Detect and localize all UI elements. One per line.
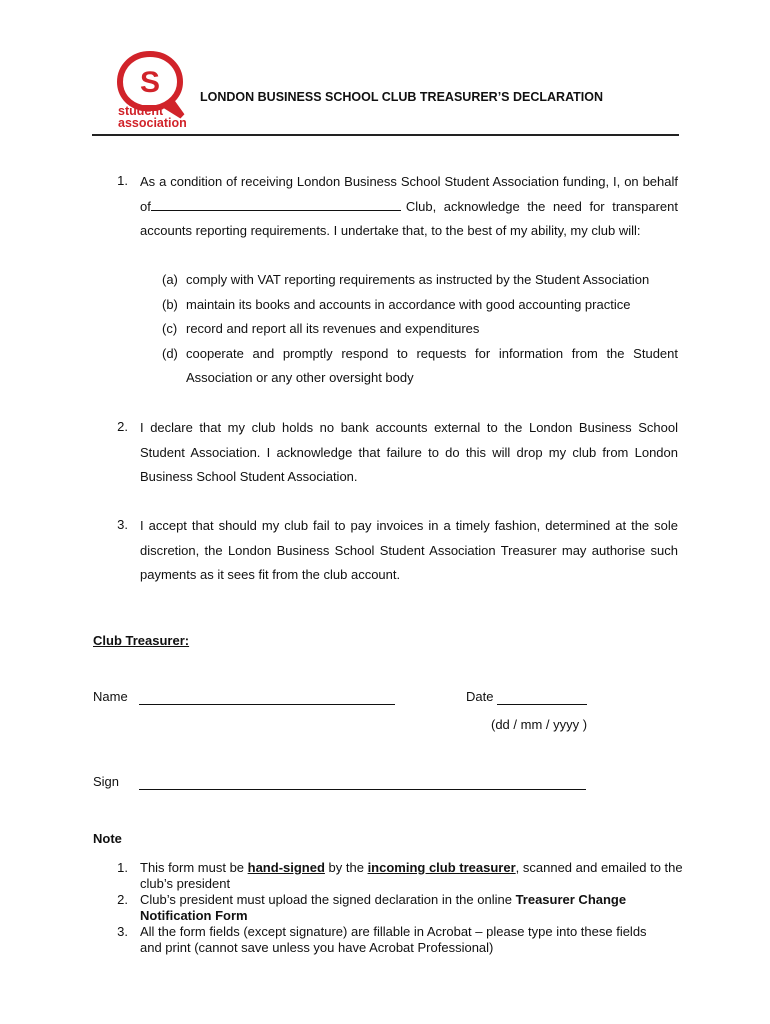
list-item: (b) maintain its books and accounts in accordance with good accounting practice: [162, 296, 631, 312]
list-item: (c) record and report all its revenues and expenditures: [162, 321, 480, 337]
name-label: Name: [93, 689, 128, 704]
date-label: Date: [466, 689, 494, 704]
item-1-text: [140, 170, 678, 244]
page-title: LONDON BUSINESS SCHOOL CLUB TREASURER’S DECLARATION: [200, 90, 604, 104]
note-list: [104, 860, 684, 956]
list-item: 2. Club’s president must upload the signed declaration in the online Treasurer Change Notification Form: [117, 892, 627, 923]
item-1-line2-post: Club, acknowledge the need for transparent: [405, 198, 678, 214]
logo-line2: association: [118, 116, 187, 130]
commitments-list: [162, 268, 678, 391]
item-1-number: 1.: [117, 173, 128, 188]
item-2-text: I declare that my club holds no bank accounts external to the London Business School Student Association. I acknowledge that failure to do this will drop my club from London Business School Student Association.: [140, 420, 678, 485]
header-divider: [92, 134, 679, 136]
logo-letter: S: [139, 66, 161, 99]
list-item: 3. All the form fields (except signature) are fillable in Acrobat – please type into these fields and print (cannot save unless you have Acrobat Professional): [117, 924, 647, 955]
sign-label: Sign: [93, 774, 120, 789]
list-item-continuation: Association or any other oversight body: [186, 370, 414, 386]
date-field[interactable]: [497, 704, 587, 705]
logo-wordmark: [118, 105, 187, 129]
item-3-number: 3.: [117, 517, 128, 532]
club-name-field[interactable]: [151, 198, 401, 211]
logo-line1: student: [118, 104, 164, 118]
item-2-number: 2.: [117, 419, 128, 434]
signature-field: [139, 789, 586, 790]
item-1-of: of: [140, 198, 151, 214]
list-item: 1. This form must be hand-signed by the incoming club treasurer, scanned and emailed to the club’s president: [117, 860, 683, 891]
note-heading: Note: [93, 831, 122, 846]
name-field[interactable]: [139, 704, 395, 705]
item-1-line1: As a condition of receiving London Business School Student Association funding, I, on behalf: [140, 174, 678, 189]
item-3-text: I accept that should my club fail to pay invoices in a timely fashion, determined at the sole discretion, the London Business School Student Association Treasurer may authorise such payments as it sees fit from the club account.: [140, 518, 678, 583]
date-format-hint: (dd / mm / yyyy ): [491, 717, 588, 732]
list-item: (d) cooperate and promptly respond to requests for information from the Student: [162, 345, 678, 361]
treasurer-heading: Club Treasurer:: [93, 633, 190, 648]
list-item: (a) comply with VAT reporting requirements as instructed by the Student Association: [162, 272, 650, 287]
item-1-line3: accounts reporting requirements. I undertake that, to the best of my ability, my club will:: [140, 223, 641, 239]
